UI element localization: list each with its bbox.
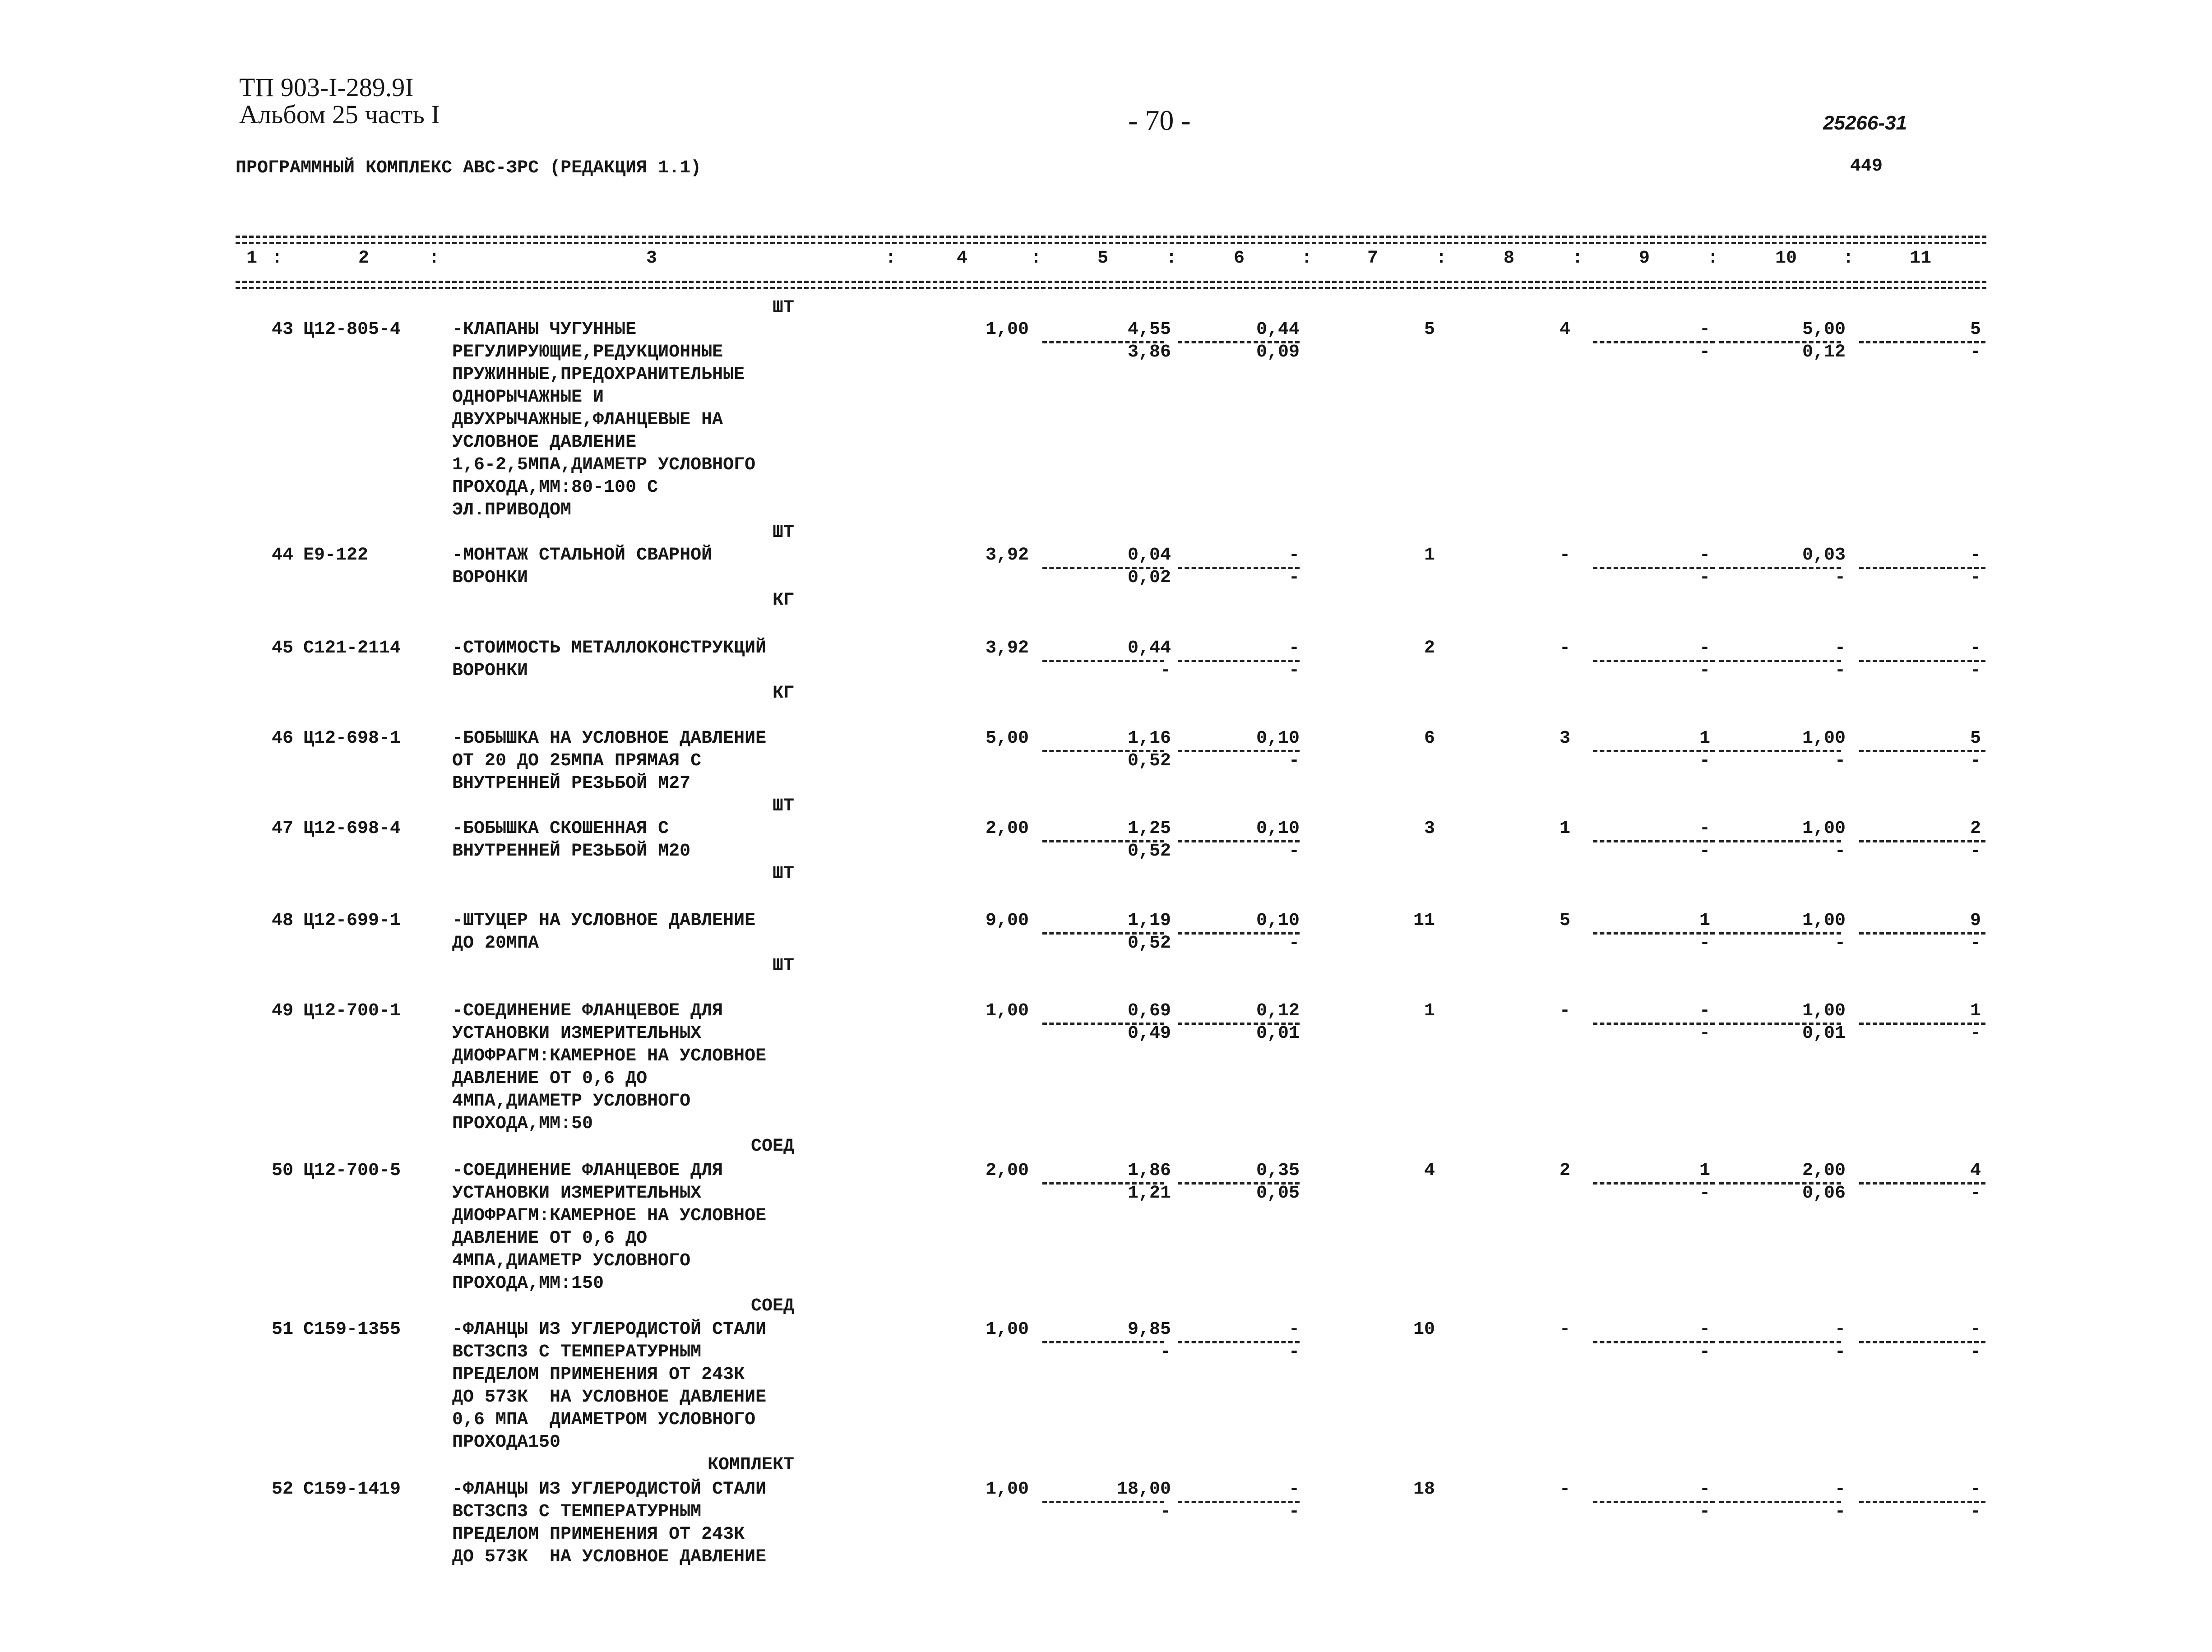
cell-col-9: 1 [1699, 728, 1710, 749]
row-number: 47 [271, 819, 293, 839]
row-description-line: -МОНТАЖ СТАЛЬНОЙ СВАРНОЙ [452, 545, 713, 565]
cell-col-9: 1 [1699, 1161, 1710, 1181]
row-unit: КГ [772, 683, 794, 703]
row-description-line: 4МПА,ДИАМЕТР УСЛОВНОГО [452, 1251, 691, 1271]
col-separator: : [885, 248, 897, 268]
row-description-line: ДО 573К НА УСЛОВНОЕ ДАВЛЕНИЕ [452, 1547, 767, 1567]
cell-col-8: 5 [1559, 911, 1570, 931]
row-description-line: ДО 20МПА [452, 933, 539, 953]
album-label: Альбом 25 часть I [239, 100, 440, 129]
row-unit: КГ [772, 590, 794, 611]
cell-col-9: - [1699, 319, 1710, 340]
row-description-line: -СОЕДИНЕНИЕ ФЛАНЦЕВОЕ ДЛЯ [452, 1161, 723, 1181]
row-code: Ц12-700-5 [303, 1161, 401, 1181]
row-description-line: -БОБЫШКА НА УСЛОВНОЕ ДАВЛЕНИЕ [452, 728, 767, 749]
cell-col-4: 1,00 [985, 1319, 1029, 1340]
col-separator: : [1031, 248, 1042, 268]
cell-col-6: - [1288, 1319, 1300, 1340]
row-description-line: -ШТУЦЕР НА УСЛОВНОЕ ДАВЛЕНИЕ [452, 911, 756, 931]
cell-col-10: 1,00 [1802, 819, 1846, 839]
cell-col-6: - [1288, 1479, 1300, 1499]
row-description-line: ВНУТРЕННЕЙ РЕЗЬБОЙ М20 [452, 841, 691, 861]
col-separator: : [1166, 248, 1177, 268]
cell-col-10: 1,00 [1802, 1001, 1846, 1021]
cell-col-9: - [1699, 1319, 1710, 1340]
cell-col-4: 1,00 [985, 319, 1029, 340]
row-code: Е9-122 [303, 545, 369, 565]
col-separator: : [1572, 248, 1583, 268]
cell-col-10-lower: 0,06 [1802, 1183, 1846, 1203]
row-number: 50 [271, 1161, 293, 1181]
cell-col-11-lower: - [1970, 1502, 1981, 1522]
row-description-line: -ФЛАНЦЫ ИЗ УГЛЕРОДИСТОЙ СТАЛИ [452, 1319, 767, 1340]
row-description-line: ПРОХОДА,ММ:80-100 С [452, 477, 658, 498]
cell-col-10-lower: - [1834, 751, 1846, 771]
col-header-5: 5 [1097, 248, 1109, 268]
cell-col-10: 1,00 [1802, 911, 1846, 931]
row-description-line: ПРУЖИННЫЕ,ПРЕДОХРАНИТЕЛЬНЫЕ [452, 365, 745, 385]
cell-col-7: 18 [1413, 1479, 1435, 1499]
cell-col-7: 5 [1424, 319, 1435, 340]
cell-col-9: - [1699, 819, 1710, 839]
cell-col-4: 3,92 [985, 545, 1029, 565]
cell-col-11-lower: - [1970, 1183, 1981, 1203]
cell-col-8: - [1559, 1001, 1570, 1021]
cell-col-6-lower: - [1288, 661, 1300, 681]
cell-col-5: 0,44 [1127, 638, 1171, 658]
row-description-line: ВНУТРЕННЕЙ РЕЗЬБОЙ М27 [452, 773, 691, 794]
cell-col-6: 0,10 [1256, 819, 1300, 839]
cell-col-4: 2,00 [985, 819, 1029, 839]
cell-col-10-lower: - [1834, 933, 1846, 953]
cell-col-10: 1,00 [1802, 728, 1846, 749]
cell-col-7: 11 [1413, 911, 1435, 931]
cell-col-9: - [1699, 1001, 1710, 1021]
row-description-line: ДАВЛЕНИЕ ОТ 0,6 ДО [452, 1069, 648, 1089]
row-code: Ц12-699-1 [303, 911, 401, 931]
row-description-line: ДВУХРЫЧАЖНЫЕ,ФЛАНЦЕВЫЕ НА [452, 410, 723, 430]
cell-col-6-lower: 0,05 [1256, 1183, 1300, 1203]
row-description-line: ДАВЛЕНИЕ ОТ 0,6 ДО [452, 1228, 648, 1249]
row-description-line: УСЛОВНОЕ ДАВЛЕНИЕ [452, 432, 637, 453]
cell-col-6-lower: 0,09 [1256, 342, 1300, 362]
row-description-line: -ФЛАНЦЫ ИЗ УГЛЕРОДИСТОЙ СТАЛИ [452, 1479, 767, 1499]
cell-col-9-lower: - [1699, 751, 1710, 771]
cell-col-5-lower: 0,52 [1127, 751, 1171, 771]
row-code: Ц12-698-1 [303, 728, 401, 749]
cell-col-9: - [1699, 638, 1710, 658]
row-description-line: УСТАНОВКИ ИЗМЕРИТЕЛЬНЫХ [452, 1023, 702, 1044]
cell-col-9: 1 [1699, 911, 1710, 931]
cell-col-10: 5,00 [1802, 319, 1846, 340]
cell-col-5: 0,04 [1127, 545, 1171, 565]
cell-col-7: 6 [1424, 728, 1435, 749]
col-header-10: 10 [1775, 248, 1797, 268]
cell-col-5: 1,19 [1127, 911, 1171, 931]
row-description-line: ЭЛ.ПРИВОДОМ [452, 500, 572, 520]
cell-col-4: 2,00 [985, 1161, 1029, 1181]
document-code: ТП 903-I-289.9I [239, 73, 414, 102]
row-description-line: ДИОФРАГМ:КАМЕРНОЕ НА УСЛОВНОЕ [452, 1046, 767, 1066]
cell-col-8: 4 [1559, 319, 1570, 340]
row-unit: ШТ [772, 864, 794, 884]
cell-col-4: 5,00 [985, 728, 1029, 749]
row-description-line: ВСТЗСП3 С ТЕМПЕРАТУРНЫМ [452, 1342, 702, 1362]
table-top-rule-2 [236, 242, 1986, 244]
cell-col-6-lower: 0,01 [1256, 1023, 1300, 1044]
cell-col-5: 0,69 [1127, 1001, 1171, 1021]
cell-col-10: 2,00 [1802, 1161, 1846, 1181]
row-unit: ШТ [772, 796, 794, 816]
col-header-8: 8 [1504, 248, 1515, 268]
cell-col-4: 1,00 [985, 1479, 1029, 1499]
cell-col-9-lower: - [1699, 933, 1710, 953]
cell-col-5-lower: - [1160, 1342, 1171, 1362]
col-separator: : [1843, 248, 1854, 268]
row-description-line: 0,6 МПА ДИАМЕТРОМ УСЛОВНОГО [452, 1410, 756, 1430]
cell-col-8: - [1559, 1479, 1570, 1499]
col-header-4: 4 [957, 248, 968, 268]
cell-col-10: - [1834, 1319, 1846, 1340]
row-unit: ШТ [772, 523, 794, 543]
cell-col-6-lower: - [1288, 1342, 1300, 1362]
row-unit: ШТ [772, 298, 794, 318]
table-header-row [236, 248, 1986, 275]
cell-col-11-lower: - [1970, 933, 1981, 953]
row-code: С159-1419 [303, 1479, 401, 1499]
cell-col-5-lower: 0,02 [1127, 568, 1171, 588]
cell-col-6-lower: - [1288, 841, 1300, 861]
row-description-line: ДИОФРАГМ:КАМЕРНОЕ НА УСЛОВНОЕ [452, 1206, 767, 1226]
page-number: - 70 - [1128, 104, 1191, 136]
row-number: 45 [271, 638, 293, 658]
cell-col-9-lower: - [1699, 841, 1710, 861]
cell-col-5: 1,25 [1127, 819, 1171, 839]
cell-col-11-lower: - [1970, 1023, 1981, 1044]
program-title: ПРОГРАММНЫЙ КОМПЛЕКС АВС-ЗРС (РЕДАКЦИЯ 1.1) [236, 158, 702, 178]
cell-col-5: 18,00 [1116, 1479, 1171, 1499]
row-description-line: ПРОХОДА150 [452, 1432, 561, 1453]
cell-col-5: 1,16 [1127, 728, 1171, 749]
cell-col-8: 1 [1559, 819, 1570, 839]
col-header-3: 3 [646, 248, 657, 268]
cell-col-10-lower: 0,01 [1802, 1023, 1846, 1044]
cell-col-6-lower: - [1288, 568, 1300, 588]
cell-col-9-lower: - [1699, 661, 1710, 681]
cell-col-10-lower: - [1834, 1502, 1846, 1522]
cell-col-9-lower: - [1699, 1502, 1710, 1522]
cell-col-6: 0,44 [1256, 319, 1300, 340]
col-separator: : [429, 248, 440, 268]
table-header-rule-2 [236, 287, 1986, 289]
cell-col-10-lower: - [1834, 661, 1846, 681]
cell-col-9-lower: - [1699, 1342, 1710, 1362]
row-unit: СОЕД [750, 1296, 794, 1316]
row-description-line: 4МПА,ДИАМЕТР УСЛОВНОГО [452, 1091, 691, 1111]
cell-col-11: - [1970, 638, 1981, 658]
cell-col-4: 9,00 [985, 911, 1029, 931]
cell-col-8: - [1559, 638, 1570, 658]
row-number: 44 [271, 545, 293, 565]
row-description-line: ПРЕДЕЛОМ ПРИМЕНЕНИЯ ОТ 243К [452, 1524, 745, 1545]
row-description-line: ВОРОНКИ [452, 661, 528, 681]
row-description-line: ОТ 20 ДО 25МПА ПРЯМАЯ С [452, 751, 702, 771]
cell-col-7: 2 [1424, 638, 1435, 658]
cell-col-7: 4 [1424, 1161, 1435, 1181]
cell-col-11: - [1970, 1319, 1981, 1340]
col-header-6: 6 [1234, 248, 1245, 268]
cell-col-9-lower: - [1699, 568, 1710, 588]
cell-col-6-lower: - [1288, 1502, 1300, 1522]
row-description-line: ДО 573К НА УСЛОВНОЕ ДАВЛЕНИЕ [452, 1387, 767, 1407]
cell-col-11-lower: - [1970, 661, 1981, 681]
cell-col-5-lower: - [1160, 661, 1171, 681]
cell-col-11-lower: - [1970, 751, 1981, 771]
cell-col-4: 3,92 [985, 638, 1029, 658]
col-header-7: 7 [1367, 248, 1379, 268]
row-description-line: ПРОХОДА,ММ:50 [452, 1114, 593, 1134]
cell-col-9-lower: - [1699, 342, 1710, 362]
cell-col-10: - [1834, 638, 1846, 658]
cell-col-6: - [1288, 638, 1300, 658]
row-code: С121-2114 [303, 638, 401, 658]
cell-col-6: 0,10 [1256, 728, 1300, 749]
cell-col-5-lower: 1,21 [1127, 1183, 1171, 1203]
cell-col-4: 1,00 [985, 1001, 1029, 1021]
col-header-11: 11 [1910, 248, 1932, 268]
cell-col-6: 0,10 [1256, 911, 1300, 931]
row-description-line: ОДНОРЫЧАЖНЫЕ И [452, 387, 604, 407]
cell-col-11: - [1970, 1479, 1981, 1499]
cell-col-10: 0,03 [1802, 545, 1846, 565]
row-code: С159-1355 [303, 1319, 401, 1340]
row-unit: СОЕД [750, 1136, 794, 1157]
row-number: 48 [271, 911, 293, 931]
row-description-line: ВСТЗСП3 С ТЕМПЕРАТУРНЫМ [452, 1502, 702, 1522]
cell-col-6: 0,12 [1256, 1001, 1300, 1021]
table-top-rule [236, 236, 1986, 238]
row-description-line: ВОРОНКИ [452, 568, 528, 588]
row-description-line: -КЛАПАНЫ ЧУГУННЫЕ [452, 319, 637, 340]
cell-col-8: 3 [1559, 728, 1570, 749]
cell-col-7: 3 [1424, 819, 1435, 839]
cell-col-11: 1 [1970, 1001, 1981, 1021]
cell-col-11: 9 [1970, 911, 1981, 931]
row-unit: КОМПЛЕКТ [707, 1455, 794, 1475]
row-description-line: УСТАНОВКИ ИЗМЕРИТЕЛЬНЫХ [452, 1183, 702, 1203]
cell-col-9: - [1699, 1479, 1710, 1499]
cell-col-9-lower: - [1699, 1183, 1710, 1203]
cell-col-6-lower: - [1288, 933, 1300, 953]
row-description-line: -СТОИМОСТЬ МЕТАЛЛОКОНСТРУКЦИЙ [452, 638, 767, 658]
cell-col-11: - [1970, 545, 1981, 565]
cell-col-10: - [1834, 1479, 1846, 1499]
cell-col-10-lower: - [1834, 1342, 1846, 1362]
cell-col-5: 1,86 [1127, 1161, 1171, 1181]
row-description-line: ПРЕДЕЛОМ ПРИМЕНЕНИЯ ОТ 243К [452, 1365, 745, 1385]
cell-col-5-lower: 0,52 [1127, 841, 1171, 861]
cell-col-11: 4 [1970, 1161, 1981, 1181]
row-code: Ц12-700-1 [303, 1001, 401, 1021]
row-code: Ц12-698-4 [303, 819, 401, 839]
cell-col-11-lower: - [1970, 1342, 1981, 1362]
col-separator: : [1301, 248, 1313, 268]
cell-col-5: 4,55 [1127, 319, 1171, 340]
col-separator: : [1708, 248, 1719, 268]
cell-col-9: - [1699, 545, 1710, 565]
row-number: 43 [271, 319, 293, 340]
row-description-line: 1,6-2,5МПА,ДИАМЕТР УСЛОВНОГО [452, 455, 756, 475]
cell-col-7: 1 [1424, 1001, 1435, 1021]
row-code: Ц12-805-4 [303, 319, 401, 340]
cell-col-8: - [1559, 545, 1570, 565]
table-header-rule [236, 281, 1986, 283]
cell-col-5-lower: 0,49 [1127, 1023, 1171, 1044]
archive-number: 25266-31 [1823, 112, 1907, 134]
cell-col-6: - [1288, 545, 1300, 565]
cell-col-8: 2 [1559, 1161, 1570, 1181]
cell-col-6: 0,35 [1256, 1161, 1300, 1181]
row-description-line: РЕГУЛИРУЮЩИЕ,РЕДУКЦИОННЫЕ [452, 342, 723, 362]
col-header-2: 2 [358, 248, 370, 268]
col-separator: : [272, 248, 283, 268]
row-description-line: -БОБЫШКА СКОШЕННАЯ С [452, 819, 669, 839]
cell-col-11-lower: - [1970, 342, 1981, 362]
row-number: 51 [271, 1319, 293, 1340]
cell-col-5-lower: 3,86 [1127, 342, 1171, 362]
cell-col-5: 9,85 [1127, 1319, 1171, 1340]
cell-col-10-lower: 0,12 [1802, 342, 1846, 362]
cell-col-7: 1 [1424, 545, 1435, 565]
cell-col-7: 10 [1413, 1319, 1435, 1340]
cell-col-11: 2 [1970, 819, 1981, 839]
cell-col-6-lower: - [1288, 751, 1300, 771]
cell-col-11: 5 [1970, 728, 1981, 749]
row-unit: ШТ [772, 956, 794, 976]
cell-col-5-lower: - [1160, 1502, 1171, 1522]
cell-col-8: - [1559, 1319, 1570, 1340]
row-number: 52 [271, 1479, 293, 1499]
cell-col-11-lower: - [1970, 568, 1981, 588]
col-header-1: 1 [246, 248, 258, 268]
cell-col-10-lower: - [1834, 568, 1846, 588]
col-separator: : [1436, 248, 1447, 268]
row-description-line: -СОЕДИНЕНИЕ ФЛАНЦЕВОЕ ДЛЯ [452, 1001, 723, 1021]
cell-col-5-lower: 0,52 [1127, 933, 1171, 953]
cell-col-11: 5 [1970, 319, 1981, 340]
cell-col-9-lower: - [1699, 1023, 1710, 1044]
cell-col-10-lower: - [1834, 841, 1846, 861]
row-number: 49 [271, 1001, 293, 1021]
row-number: 46 [271, 728, 293, 749]
col-header-9: 9 [1639, 248, 1650, 268]
row-description-line: ПРОХОДА,ММ:150 [452, 1273, 604, 1294]
sheet-number: 449 [1850, 156, 1883, 176]
cell-col-11-lower: - [1970, 841, 1981, 861]
